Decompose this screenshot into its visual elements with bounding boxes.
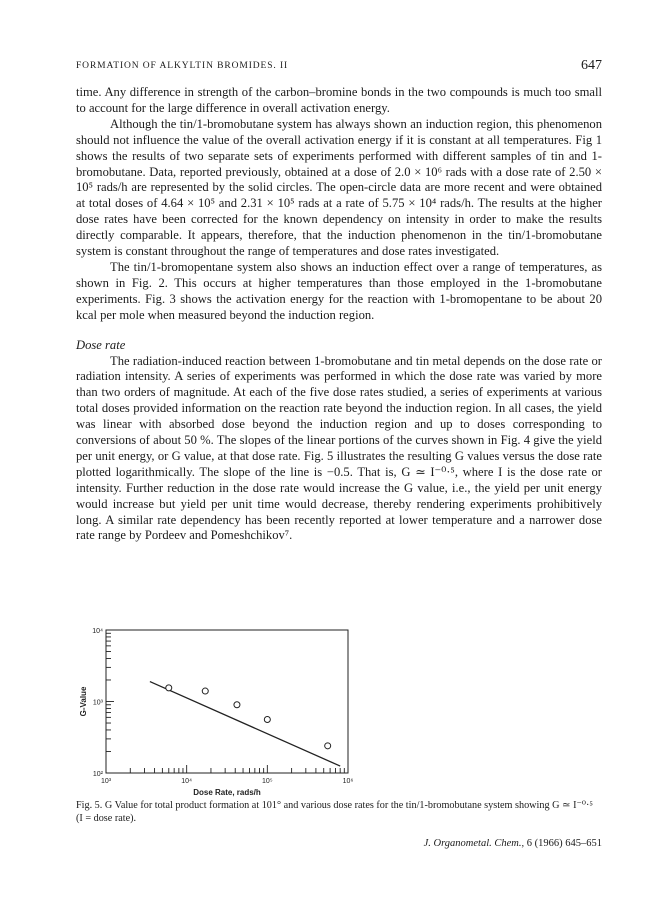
x-axis-label: Dose Rate, rads/h [193,788,261,797]
plot-frame [106,630,348,773]
y-axis-label: G-Value [79,686,88,717]
paragraph: time. Any difference in strength of the carbon–bromine bonds in the two compounds is much too small to account for the large difference in overall activation energy. [76,85,602,115]
fit-line [150,682,340,767]
journal-citation [360,838,602,849]
data-point [264,717,270,723]
data-point [166,685,172,691]
figure-5 [76,622,602,872]
x-tick-label: 10⁴ [181,778,193,785]
data-point [325,743,331,749]
y-tick-label: 10³ [92,699,103,707]
paragraph: The radiation-induced reaction between 1-bromobutane and tin metal depends on the dose rate or radiation intensity. A series of experiments was performed in which the dose rate was varied by more than two orders of magnitude. At each of the five dose rates studied, a series of experiments at various total doses provided information on the reaction rate beyond the induction region. In all cases, the yield was linear with absorbed dose beyond the induction region and up to doses corresponding to conversions of about 50 %. The slopes of the linear portions of the curves shown in Fig. 4 give the yield per unit energy, or G value, at that dose rate. Fig. 5 illustrates the resulting G values versus the dose rate plotted logarithmically. The slope of the line is −0.5. That is, G ≃ I⁻⁰·⁵, where I is the dose rate or intensity. Further reduction in the dose rate would increase the G value, i.e., the yield per unit energy would increase but yield per unit time would decrease, thereby rendering experiments prohibitively long. A similar rate dependency has been recently reported at lower temperature and a narrower dose rate range by Pordeev and Pomeshchikov⁷. [76,353,602,543]
running-title: FORMATION OF ALKYLTIN BROMIDES. II [76,61,289,71]
paragraph: Although the tin/1-bromobutane system has always shown an induction region, this phenomenon should not influence the value of the overall activation energy if it is constant at all temperatures. Fig 1 shows the results of two separate sets of experiments performed with different samples of tin and 1-bromobutane. Data, reported previously, obtained at a dose of 2.0 × 10⁶ rads with a dose rate of 2.50 × 10⁵ rads/h are represented by the solid circles. The open-circle data are more recent and were obtained at total doses of 4.64 × 10⁵ and 2.31 × 10⁵ rads at a rate of 5.75 × 10⁴ rads/h. The results at the higher dose rates have been corrected for the known dependency on intensity in order to make the results directly comparable. It appears, therefore, that the induction phenomenon in the tin/1-bromobutane system is constant throughout the range of temperatures and dose rates investigated. [76,116,602,259]
y-tick-label: 10² [92,771,103,778]
figure-caption: Fig. 5. G Value for total product formation at 101° and various dose rates for the tin/1-bromobutane system showing G ≃ I⁻⁰·⁵ (I = dose rate). [76,800,593,824]
journal-name: J. Organometal. Chem., [423,838,525,849]
page-number: 647 [581,58,602,73]
x-tick-label: 10⁶ [342,778,354,785]
g-value-chart [76,622,376,800]
paragraph: The tin/1-bromopentane system also shows an induction effect over a range of temperatures, as shown in Fig. 2. This occurs at higher temperatures than those employed in the 1-bromobutane experiments. Fig. 3 shows the activation energy for the reaction with 1-bromopentane to be about 20 kcal per mole when measured beyond the induction region. [76,259,602,322]
data-point [202,688,208,694]
x-tick-label: 10⁵ [261,778,273,785]
y-tick-label: 10⁴ [92,628,103,635]
running-header [76,58,602,78]
x-tick-label: 10³ [100,778,112,785]
data-point [234,702,240,708]
body-text [76,85,602,544]
journal-details: 6 (1966) 645–651 [524,838,602,849]
section-heading: Dose rate [76,337,126,352]
